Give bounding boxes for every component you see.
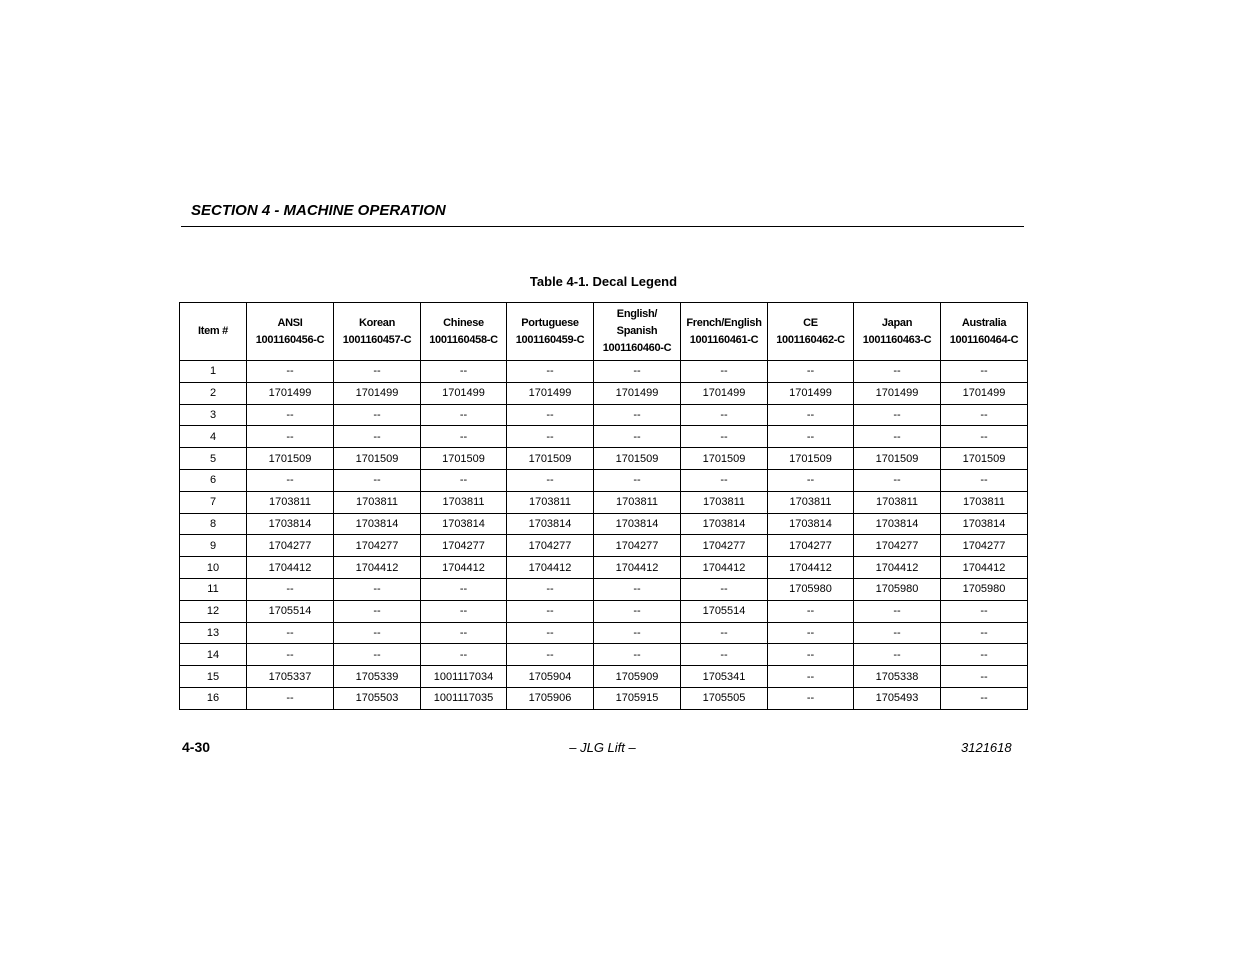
table-row bbox=[180, 469, 1028, 491]
decal-part-cell: 1704277 bbox=[421, 535, 507, 557]
decal-part-cell: -- bbox=[247, 578, 334, 600]
decal-part-cell: -- bbox=[681, 404, 768, 426]
decal-part-cell: -- bbox=[681, 469, 768, 491]
column-header-line: 1001160459-C bbox=[515, 333, 585, 346]
decal-part-cell: 1705505 bbox=[681, 687, 768, 709]
decal-part-cell: -- bbox=[768, 600, 854, 622]
column-header bbox=[507, 303, 594, 361]
column-header bbox=[421, 303, 507, 361]
decal-part-cell: 1704412 bbox=[421, 557, 507, 579]
decal-part-cell: 1703814 bbox=[507, 513, 594, 535]
column-header-line: 1001160461-C bbox=[689, 333, 759, 346]
item-number-cell: 3 bbox=[180, 404, 247, 426]
decal-part-cell: -- bbox=[247, 361, 334, 383]
decal-part-cell: 1701499 bbox=[681, 382, 768, 404]
item-number-cell: 9 bbox=[180, 535, 247, 557]
column-header-line: 1001160456-C bbox=[255, 333, 325, 346]
item-number-cell: 13 bbox=[180, 622, 247, 644]
decal-part-cell: 1704412 bbox=[854, 557, 941, 579]
column-header-line: Portuguese bbox=[521, 316, 579, 329]
decal-part-cell: 1701509 bbox=[854, 448, 941, 470]
item-number-cell: 1 bbox=[180, 361, 247, 383]
decal-part-cell: -- bbox=[681, 644, 768, 666]
decal-part-cell: 1705980 bbox=[941, 578, 1028, 600]
column-header-line: Item # bbox=[198, 325, 228, 337]
decal-part-cell: 1703811 bbox=[854, 491, 941, 513]
decal-part-cell: 1703814 bbox=[334, 513, 421, 535]
item-number-cell: 11 bbox=[180, 578, 247, 600]
column-header-line: CE bbox=[803, 316, 818, 329]
decal-part-cell: 1701499 bbox=[507, 382, 594, 404]
item-number-cell: 16 bbox=[180, 687, 247, 709]
page-number: 4-30 bbox=[182, 739, 211, 755]
decal-part-cell: 1705906 bbox=[507, 687, 594, 709]
decal-part-cell: -- bbox=[247, 644, 334, 666]
decal-part-cell: -- bbox=[247, 404, 334, 426]
decal-part-cell: 1703814 bbox=[681, 513, 768, 535]
decal-part-cell: -- bbox=[681, 426, 768, 448]
item-number-cell: 4 bbox=[180, 426, 247, 448]
decal-part-cell: 1704412 bbox=[681, 557, 768, 579]
decal-part-cell: -- bbox=[421, 361, 507, 383]
decal-part-cell: 1703811 bbox=[681, 491, 768, 513]
column-header-line: Japan bbox=[881, 316, 913, 329]
item-number-cell: 12 bbox=[180, 600, 247, 622]
table-row bbox=[180, 426, 1028, 448]
table-caption: Table 4-1. Decal Legend bbox=[529, 274, 678, 289]
column-header bbox=[180, 303, 247, 361]
table-row bbox=[180, 666, 1028, 688]
decal-part-cell: -- bbox=[854, 644, 941, 666]
decal-part-cell: -- bbox=[941, 426, 1028, 448]
column-header bbox=[941, 303, 1028, 361]
table-row bbox=[180, 622, 1028, 644]
decal-part-cell: 1704412 bbox=[768, 557, 854, 579]
column-header-line: Korean bbox=[358, 316, 396, 329]
column-header-line: 1001160457-C bbox=[342, 333, 412, 346]
column-header-line: Chinese bbox=[443, 316, 484, 329]
decal-part-cell: 1705980 bbox=[854, 578, 941, 600]
decal-part-cell: 1705337 bbox=[247, 666, 334, 688]
decal-part-cell: 1705909 bbox=[594, 666, 681, 688]
decal-part-cell: -- bbox=[768, 622, 854, 644]
decal-part-cell: -- bbox=[247, 469, 334, 491]
table-row bbox=[180, 535, 1028, 557]
decal-part-cell: 1703811 bbox=[507, 491, 594, 513]
table-row bbox=[180, 578, 1028, 600]
decal-part-cell: 1701509 bbox=[247, 448, 334, 470]
item-number-cell: 6 bbox=[180, 469, 247, 491]
decal-part-cell: -- bbox=[247, 426, 334, 448]
decal-legend-table bbox=[179, 302, 1028, 710]
decal-part-cell: 1704277 bbox=[681, 535, 768, 557]
decal-part-cell: -- bbox=[421, 622, 507, 644]
decal-part-cell: -- bbox=[941, 687, 1028, 709]
decal-part-cell: -- bbox=[854, 469, 941, 491]
decal-part-cell: -- bbox=[768, 426, 854, 448]
table-row bbox=[180, 687, 1028, 709]
decal-part-cell: 1703811 bbox=[334, 491, 421, 513]
column-header-line: French/English bbox=[686, 316, 762, 329]
decal-part-cell: -- bbox=[334, 469, 421, 491]
decal-part-cell: 1703814 bbox=[941, 513, 1028, 535]
decal-part-cell: -- bbox=[334, 622, 421, 644]
decal-part-cell: -- bbox=[681, 622, 768, 644]
decal-part-cell: 1704412 bbox=[247, 557, 334, 579]
decal-part-cell: -- bbox=[854, 622, 941, 644]
column-header bbox=[247, 303, 334, 361]
decal-part-cell: 1705915 bbox=[594, 687, 681, 709]
decal-part-cell: 1705493 bbox=[854, 687, 941, 709]
decal-part-cell: 1701509 bbox=[507, 448, 594, 470]
decal-part-cell: 1701499 bbox=[247, 382, 334, 404]
decal-part-cell: -- bbox=[421, 578, 507, 600]
decal-part-cell: 1701499 bbox=[334, 382, 421, 404]
decal-part-cell: 1701499 bbox=[594, 382, 681, 404]
column-header-line: Australia bbox=[961, 316, 1007, 329]
decal-part-cell: 1704277 bbox=[594, 535, 681, 557]
decal-part-cell: 1703814 bbox=[594, 513, 681, 535]
column-header bbox=[334, 303, 421, 361]
item-number-cell: 10 bbox=[180, 557, 247, 579]
decal-part-cell: 1701499 bbox=[768, 382, 854, 404]
decal-part-cell: 1703814 bbox=[421, 513, 507, 535]
document-number: 3121618 bbox=[961, 740, 1012, 755]
decal-part-cell: -- bbox=[768, 469, 854, 491]
decal-part-cell: -- bbox=[594, 578, 681, 600]
decal-part-cell: -- bbox=[768, 687, 854, 709]
decal-part-cell: -- bbox=[941, 600, 1028, 622]
column-header bbox=[854, 303, 941, 361]
item-number-cell: 15 bbox=[180, 666, 247, 688]
decal-part-cell: 1703811 bbox=[941, 491, 1028, 513]
decal-part-cell: 1705980 bbox=[768, 578, 854, 600]
decal-part-cell: -- bbox=[421, 644, 507, 666]
item-number-cell: 5 bbox=[180, 448, 247, 470]
decal-part-cell: -- bbox=[507, 644, 594, 666]
decal-part-cell: -- bbox=[594, 600, 681, 622]
decal-part-cell: -- bbox=[247, 622, 334, 644]
decal-part-cell: -- bbox=[594, 426, 681, 448]
column-header bbox=[768, 303, 854, 361]
decal-part-cell: 1705904 bbox=[507, 666, 594, 688]
decal-part-cell: -- bbox=[334, 578, 421, 600]
decal-part-cell: -- bbox=[334, 644, 421, 666]
decal-part-cell: -- bbox=[941, 644, 1028, 666]
decal-part-cell: -- bbox=[941, 404, 1028, 426]
column-header-line: ANSI bbox=[277, 316, 303, 329]
decal-part-cell: 1703811 bbox=[768, 491, 854, 513]
decal-part-cell: 1703811 bbox=[421, 491, 507, 513]
decal-part-cell: 1705514 bbox=[247, 600, 334, 622]
decal-part-cell: -- bbox=[247, 687, 334, 709]
decal-part-cell: 1001117035 bbox=[421, 687, 507, 709]
table-row bbox=[180, 644, 1028, 666]
decal-part-cell: -- bbox=[594, 404, 681, 426]
decal-part-cell: 1701509 bbox=[768, 448, 854, 470]
decal-part-cell: 1704277 bbox=[854, 535, 941, 557]
decal-part-cell: -- bbox=[681, 578, 768, 600]
decal-part-cell: 1701509 bbox=[334, 448, 421, 470]
column-header-line: 1001160462-C bbox=[776, 333, 845, 346]
decal-part-cell: 1705339 bbox=[334, 666, 421, 688]
decal-part-cell: -- bbox=[421, 426, 507, 448]
decal-part-cell: -- bbox=[941, 361, 1028, 383]
item-number-cell: 7 bbox=[180, 491, 247, 513]
decal-part-cell: -- bbox=[594, 644, 681, 666]
decal-part-cell: -- bbox=[334, 426, 421, 448]
decal-part-cell: -- bbox=[507, 600, 594, 622]
decal-part-cell: 1701499 bbox=[854, 382, 941, 404]
decal-part-cell: 1704412 bbox=[334, 557, 421, 579]
decal-part-cell: -- bbox=[507, 469, 594, 491]
decal-part-cell: -- bbox=[421, 600, 507, 622]
table-row bbox=[180, 361, 1028, 383]
decal-part-cell: 1001117034 bbox=[421, 666, 507, 688]
decal-part-cell: -- bbox=[507, 361, 594, 383]
decal-part-cell: -- bbox=[594, 469, 681, 491]
decal-part-cell: -- bbox=[941, 469, 1028, 491]
decal-part-cell: 1701499 bbox=[421, 382, 507, 404]
decal-part-cell: 1704412 bbox=[507, 557, 594, 579]
decal-part-cell: -- bbox=[334, 600, 421, 622]
decal-part-cell: 1701509 bbox=[421, 448, 507, 470]
column-header-line: 1001160463-C bbox=[862, 333, 932, 346]
decal-part-cell: 1704277 bbox=[941, 535, 1028, 557]
column-header-line: English/ bbox=[616, 308, 658, 320]
decal-part-cell: -- bbox=[334, 361, 421, 383]
decal-part-cell: 1703814 bbox=[768, 513, 854, 535]
decal-part-cell: 1703811 bbox=[247, 491, 334, 513]
decal-part-cell: -- bbox=[768, 361, 854, 383]
table-header-row bbox=[180, 303, 1028, 361]
decal-part-cell: 1705503 bbox=[334, 687, 421, 709]
decal-part-cell: 1701509 bbox=[941, 448, 1028, 470]
decal-part-cell: -- bbox=[507, 426, 594, 448]
column-header-line: Spanish bbox=[616, 325, 658, 337]
decal-part-cell: 1703811 bbox=[594, 491, 681, 513]
table-row bbox=[180, 382, 1028, 404]
decal-part-cell: 1705341 bbox=[681, 666, 768, 688]
decal-part-cell: 1701509 bbox=[594, 448, 681, 470]
table-row bbox=[180, 448, 1028, 470]
decal-part-cell: -- bbox=[941, 666, 1028, 688]
decal-part-cell: 1704277 bbox=[334, 535, 421, 557]
decal-part-cell: -- bbox=[768, 644, 854, 666]
decal-part-cell: 1704277 bbox=[507, 535, 594, 557]
decal-part-cell: -- bbox=[854, 404, 941, 426]
decal-part-cell: 1701509 bbox=[681, 448, 768, 470]
decal-part-cell: -- bbox=[507, 578, 594, 600]
decal-part-cell: -- bbox=[768, 666, 854, 688]
column-header-line: 1001160460-C bbox=[602, 342, 672, 354]
decal-part-cell: 1703814 bbox=[247, 513, 334, 535]
decal-part-cell: 1704277 bbox=[768, 535, 854, 557]
decal-part-cell: 1701499 bbox=[941, 382, 1028, 404]
decal-part-cell: 1704412 bbox=[594, 557, 681, 579]
decal-part-cell: 1704412 bbox=[941, 557, 1028, 579]
decal-part-cell: -- bbox=[594, 361, 681, 383]
section-title: SECTION 4 - MACHINE OPERATION bbox=[191, 202, 446, 219]
table-row bbox=[180, 513, 1028, 535]
column-header bbox=[594, 303, 681, 361]
column-header-line: 1001160458-C bbox=[429, 333, 498, 346]
decal-part-cell: 1705514 bbox=[681, 600, 768, 622]
column-header-line: 1001160464-C bbox=[949, 333, 1019, 346]
item-number-cell: 14 bbox=[180, 644, 247, 666]
decal-part-cell: -- bbox=[681, 361, 768, 383]
table-row bbox=[180, 404, 1028, 426]
table-row bbox=[180, 491, 1028, 513]
decal-part-cell: -- bbox=[941, 622, 1028, 644]
decal-part-cell: -- bbox=[854, 426, 941, 448]
section-divider bbox=[181, 226, 1024, 227]
decal-part-cell: -- bbox=[594, 622, 681, 644]
table-row bbox=[180, 557, 1028, 579]
item-number-cell: 8 bbox=[180, 513, 247, 535]
decal-part-cell: -- bbox=[854, 361, 941, 383]
table-row bbox=[180, 600, 1028, 622]
decal-part-cell: -- bbox=[334, 404, 421, 426]
decal-part-cell: 1703814 bbox=[854, 513, 941, 535]
decal-part-cell: 1705338 bbox=[854, 666, 941, 688]
footer-publication: – JLG Lift – bbox=[569, 740, 636, 755]
decal-part-cell: -- bbox=[421, 404, 507, 426]
decal-part-cell: -- bbox=[507, 622, 594, 644]
decal-part-cell: -- bbox=[854, 600, 941, 622]
item-number-cell: 2 bbox=[180, 382, 247, 404]
decal-part-cell: -- bbox=[421, 469, 507, 491]
decal-part-cell: -- bbox=[507, 404, 594, 426]
column-header bbox=[681, 303, 768, 361]
table-body bbox=[180, 361, 1028, 710]
decal-part-cell: 1704277 bbox=[247, 535, 334, 557]
decal-part-cell: -- bbox=[768, 404, 854, 426]
